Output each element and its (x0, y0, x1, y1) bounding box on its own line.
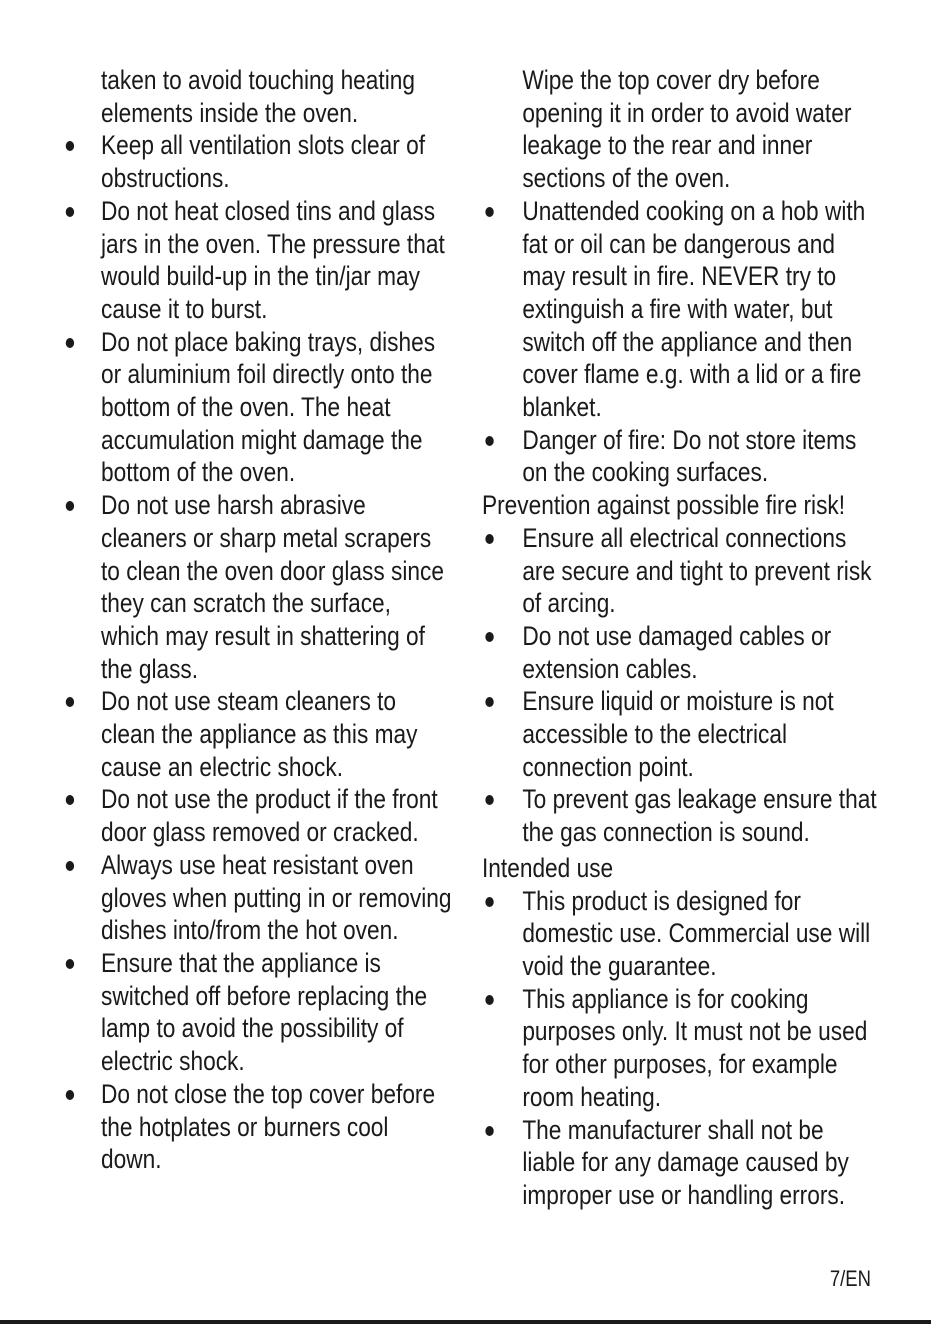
right-column (482, 64, 877, 1212)
page-number: 7/EN (829, 1266, 871, 1291)
left-column (101, 64, 454, 1176)
list-item: To prevent gas leakage ensure that the gas connection is sound. (482, 783, 877, 848)
list-item: Keep all ventilation slots clear of obstructions. (101, 129, 454, 194)
list-item: Wipe the top cover dry before opening it in order to avoid water leakage to the rear and inner sections of the oven. (522, 65, 852, 194)
section-heading-fire-risk: Prevention against possible fire risk! (482, 490, 846, 521)
bottom-rule (0, 1320, 931, 1324)
list-item: Ensure that the appliance is switched off before replacing the lamp to avoid the possibility of electric shock. (101, 947, 454, 1078)
list-item: Ensure all electrical connections are secure and tight to prevent risk of arcing. (482, 522, 877, 620)
list-item: Do not close the top cover before the hotplates or burners cool down. (101, 1078, 454, 1176)
list-item: Danger of fire: Do not store items on the cooking surfaces. (482, 424, 877, 489)
list-item: Do not heat closed tins and glass jars in the oven. The pressure that would build-up in the tin/jar may cause it to burst. (101, 195, 454, 326)
list-item: Always use heat resistant oven gloves when putting in or removing dishes into/from the hot oven. (101, 849, 454, 947)
list-item: Unattended cooking on a hob with fat or oil can be dangerous and may result in fire. NEVER try to extinguish a fire with water, but switch off the appliance and then cover flame e.g. with a lid or a fire blanket. (482, 195, 877, 424)
list-item: Ensure liquid or moisture is not accessible to the electrical connection point. (482, 685, 877, 783)
list-item: Do not use damaged cables or extension cables. (482, 620, 877, 685)
list-item: Do not use steam cleaners to clean the appliance as this may cause an electric shock. (101, 685, 454, 783)
list-item: This product is designed for domestic use. Commercial use will void the guarantee. (482, 885, 877, 983)
list-item: Do not use harsh abrasive cleaners or sharp metal scrapers to clean the oven door glass since they can scratch the surface, which may result in shattering of the glass. (101, 489, 454, 685)
list-item: The manufacturer shall not be liable for any damage caused by improper use or handling errors. (482, 1114, 877, 1212)
section-heading-intended-use: Intended use (482, 852, 614, 883)
list-item: Do not use the product if the front door glass removed or cracked. (101, 783, 454, 848)
list-item: This appliance is for cooking purposes only. It must not be used for other purposes, for example room heating. (482, 983, 877, 1114)
list-item: taken to avoid touching heating elements inside the oven. (101, 65, 415, 128)
list-item: Do not place baking trays, dishes or aluminium foil directly onto the bottom of the oven. The heat accumulation might damage the bottom of the oven. (101, 326, 454, 490)
